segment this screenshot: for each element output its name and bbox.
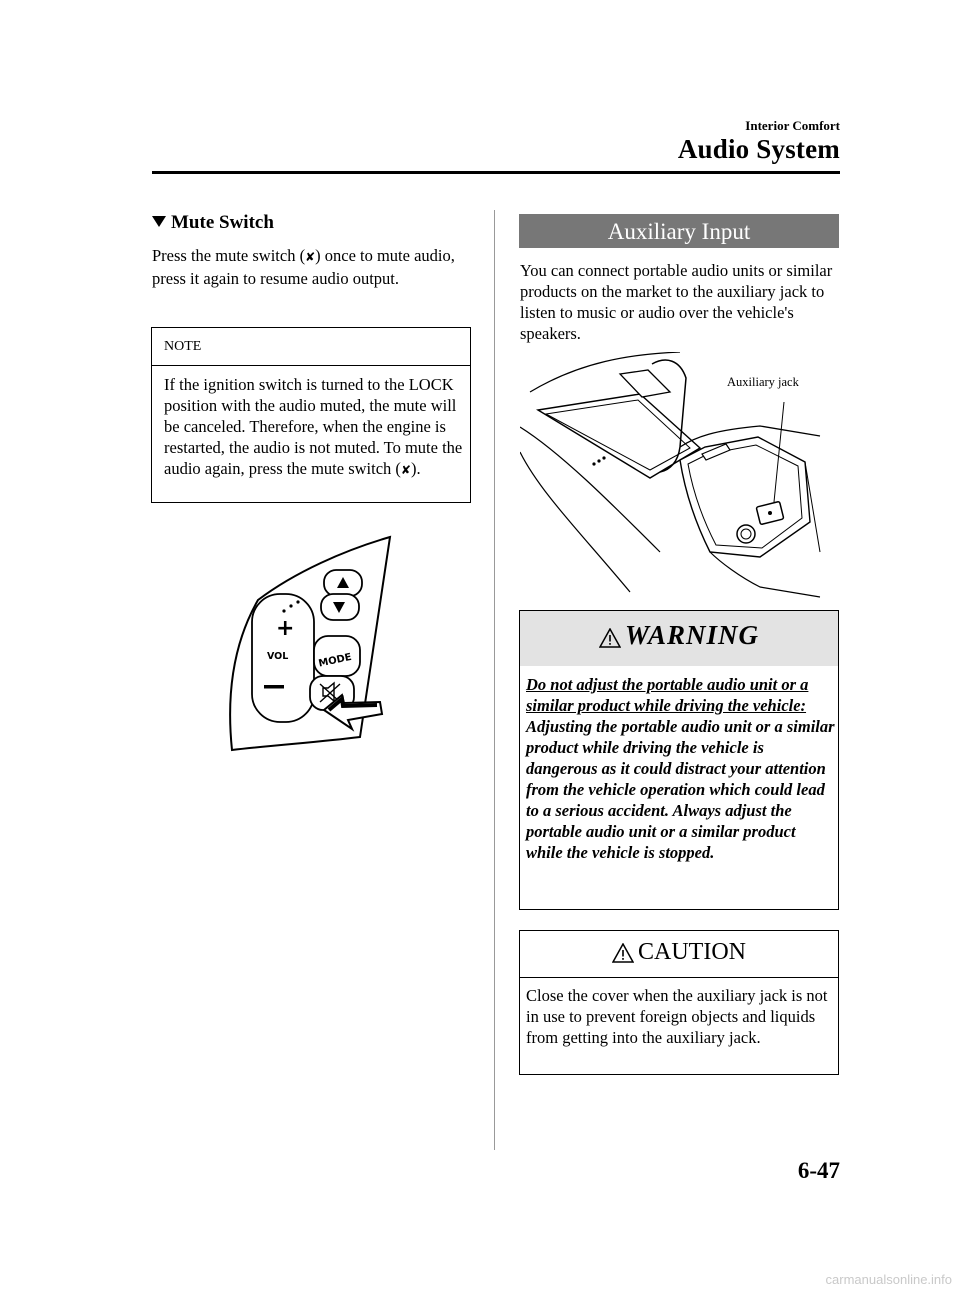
watermark: carmanualsonline.info [825, 1272, 952, 1287]
auxiliary-input-heading: Auxiliary Input [519, 214, 839, 248]
mute-text-before: Press the mute switch ( [152, 246, 306, 265]
header-rule [152, 171, 840, 174]
triangle-bullet-icon [152, 216, 166, 227]
warning-title [520, 620, 838, 651]
mute-text-after: ) once to mute audio, press it again to resume audio output. [152, 246, 455, 288]
warning-title-text: WARNING [624, 620, 760, 650]
page-title: Audio System [677, 134, 840, 164]
section-label: Interior Comfort [745, 118, 840, 133]
note-label: NOTE [152, 328, 470, 366]
auxiliary-paragraph: You can connect portable audio units or similar products on the market to the auxiliary jack to listen to music or audio over the vehicle's speakers. [520, 261, 833, 343]
mode-label: MODE [317, 651, 353, 670]
warning-body [526, 674, 836, 863]
mute-switch-heading [152, 212, 274, 234]
note-text-after: ). [410, 459, 421, 478]
warning-box [519, 610, 839, 910]
plus-icon: + [276, 616, 295, 641]
caution-triangle-icon [612, 943, 634, 963]
auxiliary-jack-label: Auxiliary jack [727, 375, 799, 389]
note-text-before: If the ignition switch is turned to the LOCK position with the audio muted, the mute will be canceled. Therefore, when the engine is restarted, the audio is not muted. To mute the audio again, press the mute switch ( [164, 375, 463, 478]
steering-switch-illustration [220, 532, 400, 757]
caution-title [520, 939, 838, 966]
caution-box [519, 930, 839, 1075]
column-divider [494, 210, 495, 1150]
mute-paragraph [152, 245, 474, 289]
vol-label: VOL [267, 651, 289, 662]
mute-speaker-icon: ✘ [400, 463, 411, 477]
warning-triangle-icon [599, 628, 621, 648]
warning-text: Adjusting the portable audio unit or a similar product while driving the vehicle is dangerous as it could distract your attention from the vehicle operation which could lead to a serious accident. Always adjust the portable audio unit or a similar product while the vehicle is stopped. [526, 717, 835, 862]
note-box [151, 327, 471, 503]
warning-heading: Do not adjust the portable audio unit or a similar product while driving the vehicle: [526, 675, 809, 715]
mute-heading-text: Mute Switch [171, 212, 274, 233]
mute-speaker-icon: ✘ [305, 250, 316, 264]
page-number: 6-47 [797, 1158, 840, 1183]
note-body [164, 374, 468, 481]
caution-body: Close the cover when the auxiliary jack is not in use to prevent foreign objects and liquids from getting into the auxiliary jack. [526, 986, 828, 1047]
caution-title-text: CAUTION [638, 939, 746, 965]
minus-icon [264, 685, 284, 689]
